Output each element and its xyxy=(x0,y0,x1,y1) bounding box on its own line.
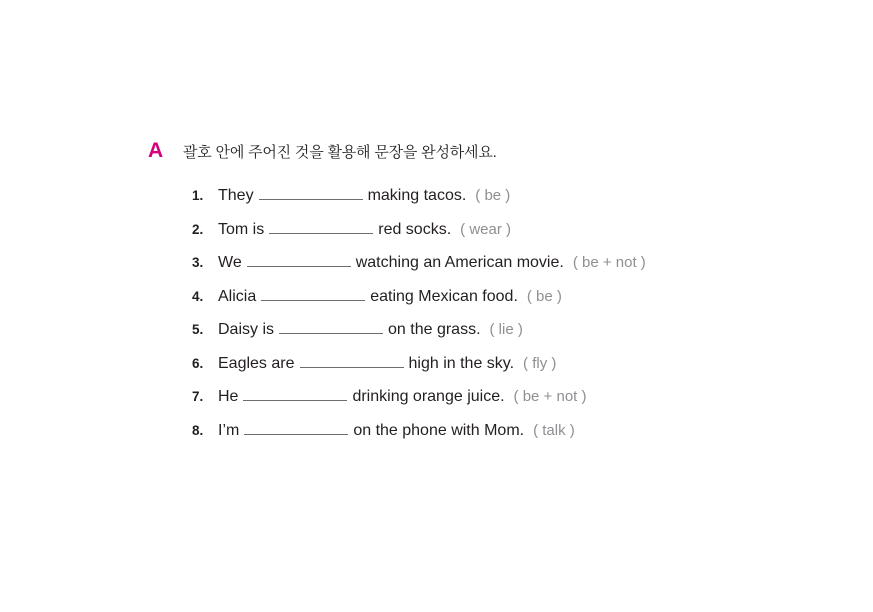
item-text-after: making tacos. xyxy=(367,187,467,204)
item-number: 1. xyxy=(192,188,204,203)
list-item xyxy=(192,285,848,307)
answer-blank[interactable] xyxy=(261,285,365,301)
answer-blank[interactable] xyxy=(269,218,373,234)
list-item xyxy=(192,385,848,407)
item-text-before: I’m xyxy=(218,421,240,439)
item-number: 8. xyxy=(192,422,204,438)
item-text-before: Alicia xyxy=(218,287,257,305)
item-text-after: red socks. xyxy=(378,220,452,238)
item-hint: ( be + not ) xyxy=(572,254,646,271)
answer-blank[interactable] xyxy=(247,251,351,267)
item-text-after: on the grass. xyxy=(388,321,481,338)
item-number: 4. xyxy=(192,288,204,304)
section-header xyxy=(148,140,848,162)
item-text-after: high in the sky. xyxy=(408,354,515,372)
item-text-before: He xyxy=(218,388,239,405)
answer-blank[interactable] xyxy=(243,385,347,401)
item-text-after: watching an American movie. xyxy=(355,254,564,271)
item-text-after: drinking orange juice. xyxy=(352,388,505,405)
item-number: 3. xyxy=(192,255,204,270)
worksheet xyxy=(148,140,848,452)
list-item xyxy=(192,218,848,240)
item-hint: ( be ) xyxy=(475,187,511,204)
item-number: 2. xyxy=(192,221,204,237)
item-text-before: We xyxy=(218,254,242,271)
section-instruction: 괄호 안에 주어진 것을 활용해 문장을 완성하세요. xyxy=(183,144,497,161)
item-text-after: on the phone with Mom. xyxy=(353,421,525,439)
answer-blank[interactable] xyxy=(300,352,404,368)
list-item xyxy=(192,184,848,206)
item-number: 7. xyxy=(192,389,204,404)
item-text-before: Eagles are xyxy=(218,354,295,372)
item-text-after: eating Mexican food. xyxy=(370,287,518,305)
question-list xyxy=(192,184,848,441)
answer-blank[interactable] xyxy=(279,318,383,334)
item-text-before: Tom is xyxy=(218,220,265,238)
section-letter: A xyxy=(148,139,164,162)
list-item xyxy=(192,352,848,374)
item-hint: ( be + not ) xyxy=(513,388,587,405)
item-hint: ( wear ) xyxy=(460,220,511,238)
list-item xyxy=(192,251,848,273)
item-hint: ( be ) xyxy=(526,287,562,305)
answer-blank[interactable] xyxy=(259,184,363,200)
list-item xyxy=(192,419,848,441)
answer-blank[interactable] xyxy=(244,419,348,435)
item-number: 6. xyxy=(192,355,204,371)
item-number: 5. xyxy=(192,322,204,337)
item-text-before: Daisy is xyxy=(218,321,275,338)
item-text-before: They xyxy=(218,187,254,204)
item-hint: ( fly ) xyxy=(523,354,557,372)
list-item xyxy=(192,318,848,340)
item-hint: ( talk ) xyxy=(533,421,575,439)
item-hint: ( lie ) xyxy=(489,321,523,338)
